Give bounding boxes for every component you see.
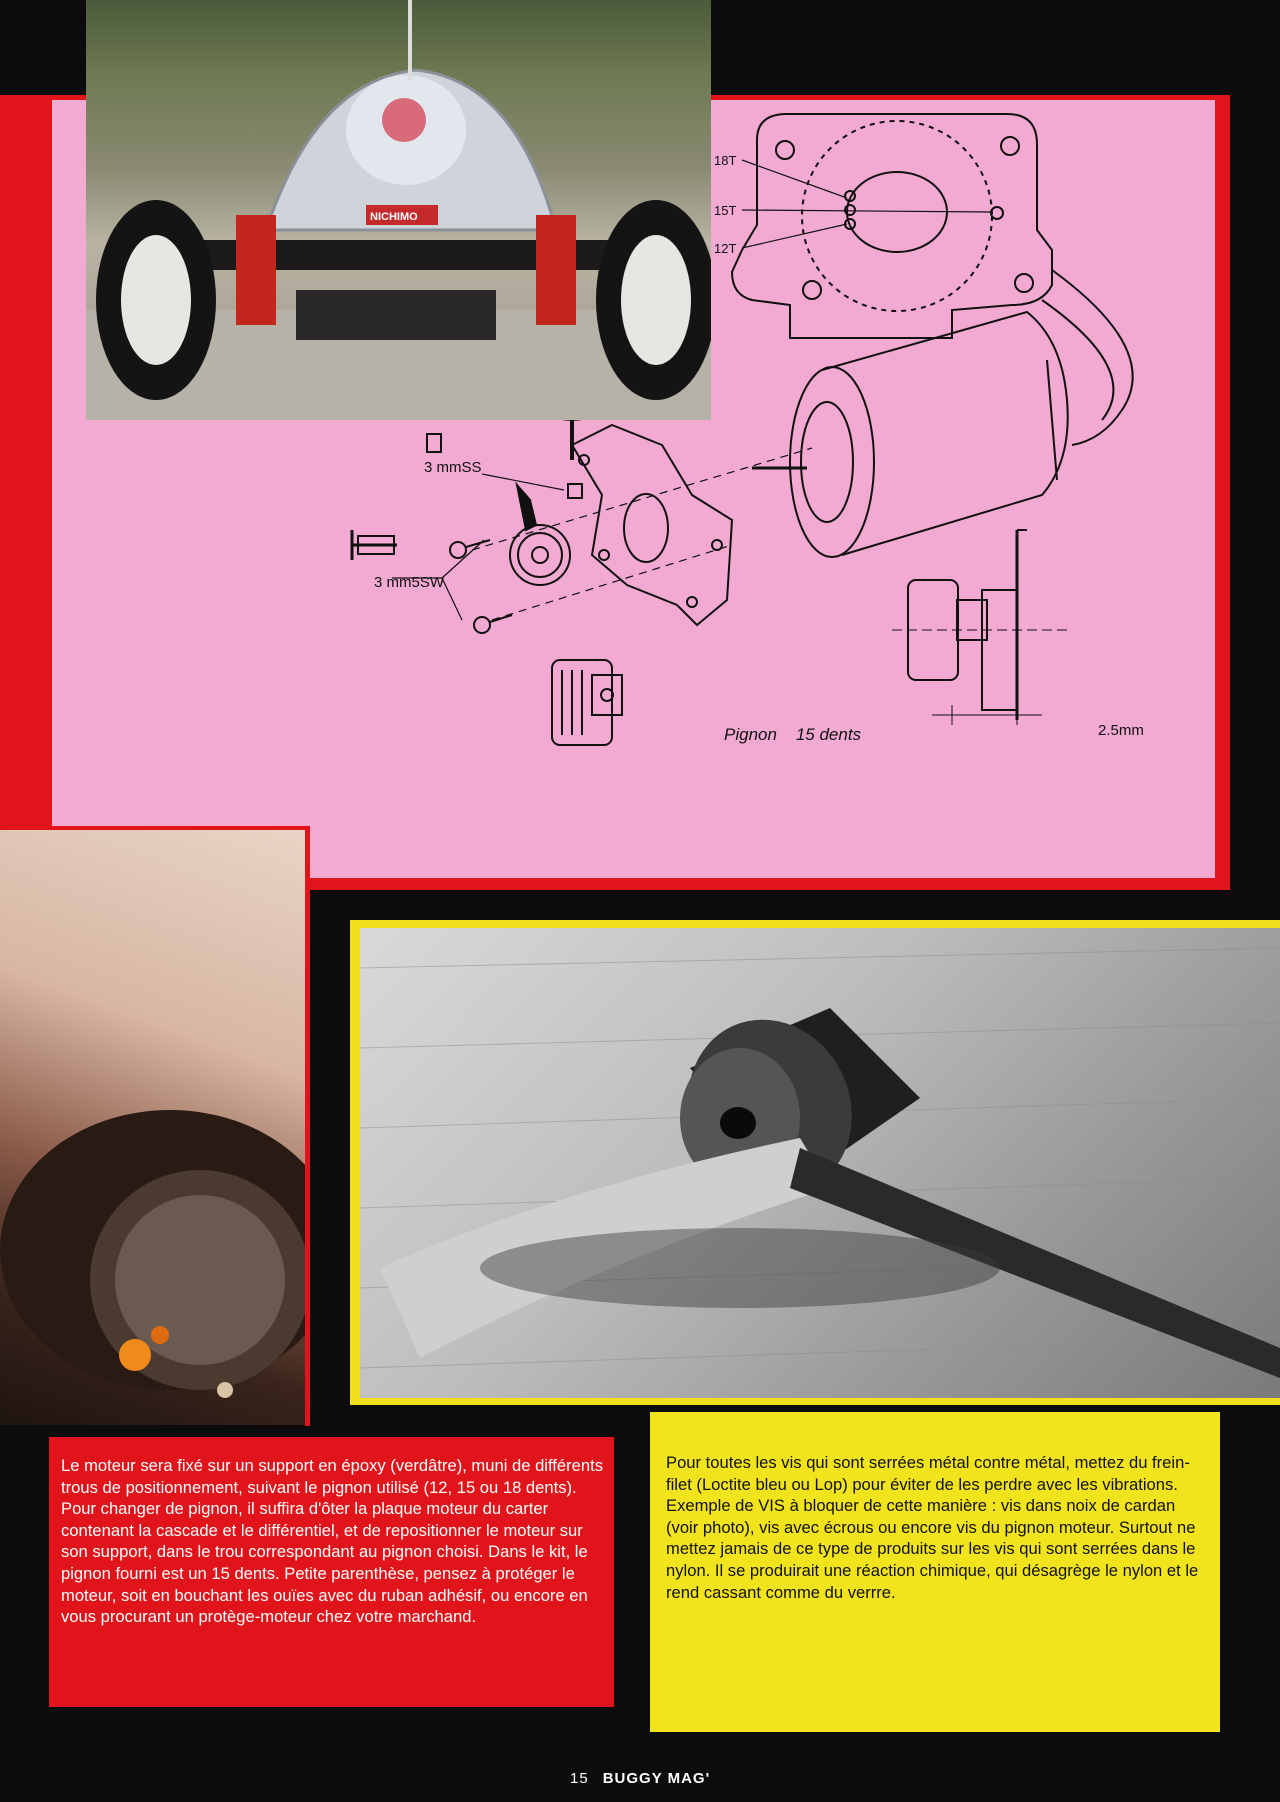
cardan-screw-photo: [360, 928, 1280, 1398]
caption-motor-mount-text: Le moteur sera fixé sur un support en époxy (verdâtre), muni de différents trous de positionnement, suivant le pignon utilisé (12, 15 ou 18 dents). Pour changer de pignon, il suffira d'ôter la plaque moteur du carter contenant la cascade et le différentiel, et de repositionner le moteur sur son support, dans le trou correspondant au pignon choisi. Dans le kit, le pignon fourni est un 15 dents. Petite parenthèse, pensez à protéger le moteur, soit en bouchant les ouïes avec du ruban adhésif, ou encore en vous procurant un protège-moteur chez votre marchand.: [61, 1456, 604, 1627]
label-15t: 15T: [714, 203, 737, 218]
magazine-name: BUGGY MAG': [602, 1770, 711, 1787]
label-12t: 12T: [714, 241, 737, 256]
motor-photo-border-right: [305, 826, 310, 1426]
label-set-screw: 3 mmSS: [424, 459, 482, 476]
label-screw: 3 mm5SW: [374, 574, 445, 591]
caption-threadlocker: [650, 1412, 1220, 1732]
caption-threadlocker-text: Pour toutes les vis qui sont serrées métal contre métal, mettez du frein-filet (Loctite bleu ou Lop) pour éviter de les perdre avec les vibrations. Exemple de VIS à bloquer de cette manière : vis dans noix de cardan (voir photo), vis avec écrous ou encore vis du pignon moteur. Surtout ne mettez jamais de ce type de produits sur les vis qui sont serrées dans le nylon. Il se produirait une réaction chimique, qui désagrège le nylon et le rend cassant comme du verrre.: [666, 1453, 1199, 1602]
label-gap: 2.5mm: [1098, 722, 1144, 739]
page-number: 15: [570, 1770, 589, 1787]
page-footer: [570, 1770, 710, 1787]
car-badge: NICHIMO: [370, 211, 418, 223]
motor-photo-border-top: [0, 826, 310, 830]
buggy-photo: [86, 0, 711, 420]
motor-closeup-photo: [0, 830, 305, 1425]
label-18t: 18T: [714, 153, 737, 168]
caption-motor-mount: [49, 1437, 614, 1707]
label-pinion: Pignon 15 dents: [724, 725, 862, 744]
